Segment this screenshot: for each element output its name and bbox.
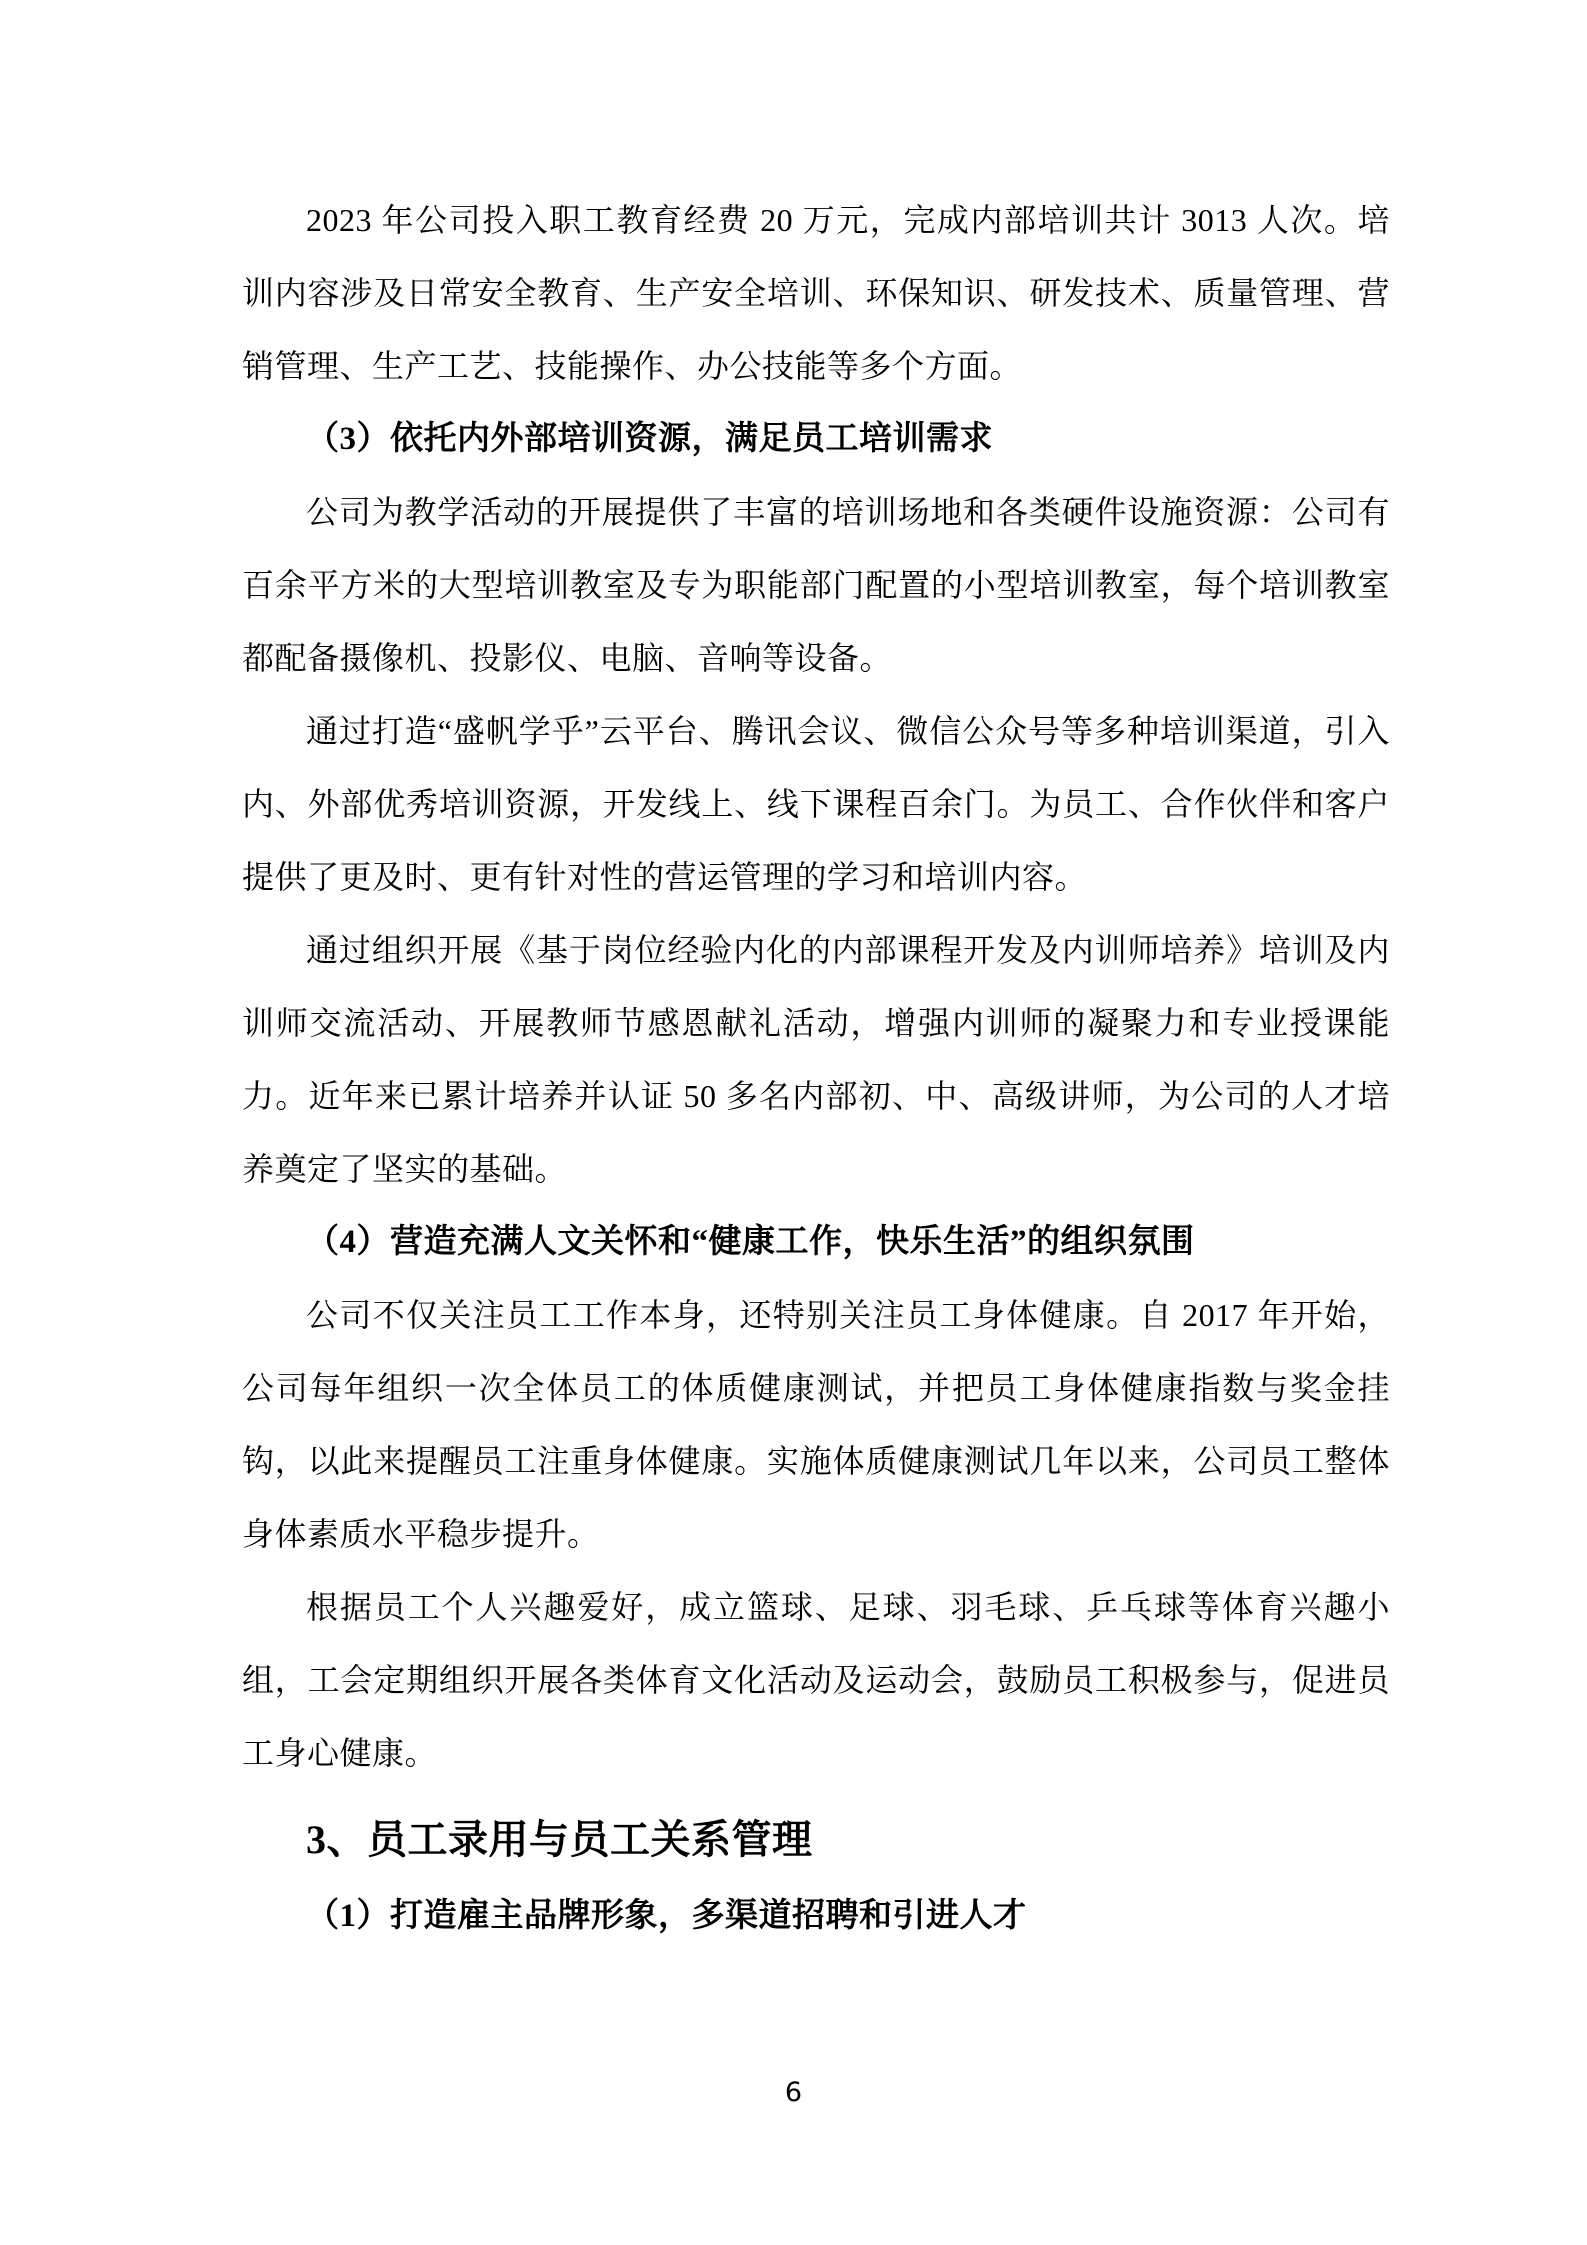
- page-content: [242, 184, 1390, 1953]
- body-paragraph: 通过组织开展《基于岗位经验内化的内部课程开发及内训师培养》培训及内训师交流活动、开展教师节感恩献礼活动，增强内训师的凝聚力和专业授课能力。近年来已累计培养并认证 50 多名内部初、中、高级讲师，为公司的人才培养奠定了坚实的基础。: [242, 932, 1390, 1187]
- body-paragraph: 通过打造“盛帆学乎”云平台、腾讯会议、微信公众号等多种培训渠道，引入内、外部优秀培训资源，开发线上、线下课程百余门。为员工、合作伙伴和客户提供了更及时、更有针对性的营运管理的学习和培训内容。: [242, 713, 1390, 895]
- subsection-heading-3: （3）依托内外部培训资源，满足员工培训需求: [306, 421, 993, 457]
- body-paragraph: 根据员工个人兴趣爱好，成立篮球、足球、羽毛球、乒乓球等体育兴趣小组，工会定期组织开展各类体育文化活动及运动会，鼓励员工积极参与，促进员工身心健康。: [242, 1589, 1390, 1771]
- section-heading: 3、员工录用与员工关系管理: [306, 1817, 813, 1862]
- body-paragraph: 2023 年公司投入职工教育经费 20 万元，完成内部培训共计 3013 人次。培训内容涉及日常安全教育、生产安全培训、环保知识、研发技术、质量管理、营销管理、生产工艺、技能操作、办公技能等多个方面。: [242, 202, 1390, 384]
- subsection-heading-4: （4）营造充满人文关怀和“健康工作，快乐生活”的组织氛围: [306, 1224, 1195, 1260]
- page-number: 6: [784, 2077, 803, 2108]
- body-paragraph: 公司为教学活动的开展提供了丰富的培训场地和各类硬件设施资源：公司有百余平方米的大型培训教室及专为职能部门配置的小型培训教室，每个培训教室都配备摄像机、投影仪、电脑、音响等设备。: [242, 494, 1390, 676]
- body-paragraph: 公司不仅关注员工工作本身，还特别关注员工身体健康。自 2017 年开始，公司每年组织一次全体员工的体质健康测试，并把员工身体健康指数与奖金挂钩，以此来提醒员工注重身体健康。实施体质健康测试几年以来，公司员工整体身体素质水平稳步提升。: [242, 1297, 1390, 1552]
- subsection-heading-1: （1）打造雇主品牌形象，多渠道招聘和引进人才: [306, 1898, 1027, 1934]
